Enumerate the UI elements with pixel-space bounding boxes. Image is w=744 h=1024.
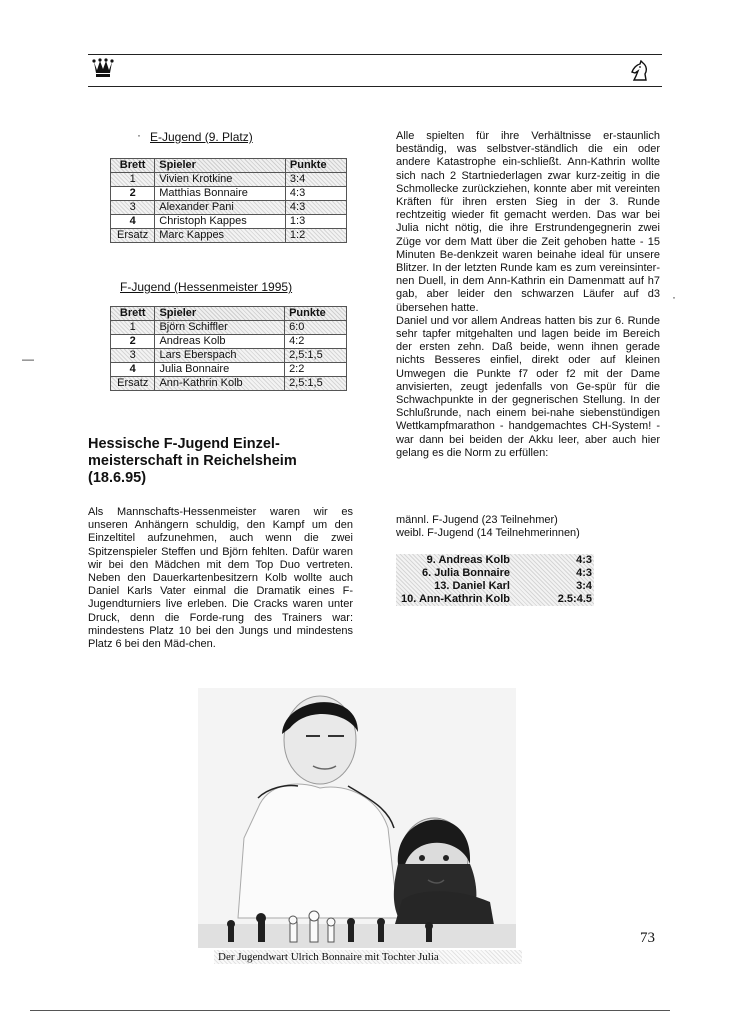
player-cell: Matthias Bonnaire [155, 187, 286, 201]
player-cell: Björn Schiffler [155, 321, 285, 335]
col-punkte: Punkte [285, 307, 347, 321]
footer-rule [30, 1010, 670, 1011]
score-cell: 2,5:1,5 [285, 349, 347, 363]
results-row [396, 580, 594, 593]
player-cell: Marc Kappes [155, 229, 286, 243]
result-player: 10. Ann-Kathrin Kolb [401, 593, 510, 605]
table-row [111, 229, 347, 243]
col-brett: Brett [111, 307, 155, 321]
table-row [111, 321, 347, 335]
photo-caption: Der Jugendwart Ulrich Bonnaire mit Tochter Julia [214, 950, 522, 964]
results-row [396, 593, 594, 606]
brett-cell: 1 [111, 173, 155, 187]
queen-icon [92, 58, 114, 78]
brett-cell: 1 [111, 321, 155, 335]
header-rule-bottom [88, 86, 662, 87]
result-player: 9. Andreas Kolb [426, 554, 510, 566]
table-row [111, 201, 347, 215]
table-header-row [111, 159, 347, 173]
player-cell: Christoph Kappes [155, 215, 286, 229]
article-right-column [396, 130, 660, 460]
page-number: 73 [640, 930, 655, 946]
photo-father-daughter [198, 688, 516, 948]
table-row [111, 215, 347, 229]
brett-cell: Ersatz [111, 229, 155, 243]
fields-info [396, 514, 660, 540]
e-jugend-table [110, 158, 347, 243]
result-score: 4:3 [576, 567, 592, 579]
fields-line: weibl. F-Jugend (14 Teilnehmerinnen) [396, 527, 580, 540]
brett-cell: 3 [111, 349, 155, 363]
score-cell: 6:0 [285, 321, 347, 335]
table-row [111, 363, 347, 377]
score-cell: 2:2 [285, 363, 347, 377]
brett-cell: 3 [111, 201, 155, 215]
player-cell: Alexander Pani [155, 201, 286, 215]
brett-cell: Ersatz [111, 377, 155, 391]
knight-icon [630, 60, 650, 82]
result-player: 13. Daniel Karl [434, 580, 510, 592]
article-paragraph: Alle spielten für ihre Verhältnisse er-staunlich beständig, was selbstver-ständlich die ein oder andere Katastrophe ein-schließt. Ann-Kathrin wollte sich nach 2 Startniederlagen zwar kurz-zeitig in die Schmollecke zurückziehen, konnte aber mit vereinten Kräften für ihren ersten Sieg in der 3. Runde rechtzeitig wieder fit gemacht werden. Das war bei Julia nicht nötig, die ihre Erstrundengegnerin zwei Züge vor dem Matt über die Zeit gehoben hatte - 15 Minuten Be-denkzeit waren beinahe ideal für unsere Blitzer. In der letzten Runde kam es zum vereinsinter-nen Duell, in dem Ann-Kathrin ein Damenmatt auf h7 gab, aber leider den schwarzen Läufer auf d3 übersehen hatte. [396, 130, 660, 314]
score-cell: 4:2 [285, 335, 347, 349]
results-row [396, 554, 594, 567]
fields-line: männl. F-Jugend (23 Teilnehmer) [396, 514, 558, 526]
brett-cell: 4 [111, 215, 155, 229]
score-cell: 1:2 [285, 229, 346, 243]
score-cell: 3:4 [285, 173, 346, 187]
f-jugend-title: F-Jugend (Hessenmeister 1995) [120, 280, 293, 294]
scan-dot: · [137, 128, 141, 142]
table-header-row [111, 307, 347, 321]
e-jugend-title: E-Jugend (9. Platz) [150, 130, 253, 144]
table-row [111, 377, 347, 391]
article-left-column [88, 506, 353, 651]
table-row [111, 349, 347, 363]
brett-cell: 2 [111, 187, 155, 201]
brett-cell: 4 [111, 363, 155, 377]
col-spieler: Spieler [155, 159, 286, 173]
scan-dot: · [672, 290, 676, 304]
score-cell: 4:3 [285, 187, 346, 201]
article-heading: Hessische F-Jugend Einzel-meisterschaft in Reichelsheim (18.6.95) [88, 436, 297, 486]
score-cell: 2,5:1,5 [285, 377, 347, 391]
table-row [111, 335, 347, 349]
brett-cell: 2 [111, 335, 155, 349]
player-cell: Vivien Krotkine [155, 173, 286, 187]
results-table [396, 554, 594, 606]
result-score: 4:3 [576, 554, 592, 566]
article-paragraph: Daniel und vor allem Andreas hatten bis zur 6. Runde sehr tapfer mitgehalten und lagen beide im Bereich der ersten zehn. Daß beide, wenn ihnen gerade nichts Besseres einfiel, direkt oder auf kleinen Umwegen die Punkte f7 oder f2 mit der Dame anvisierten, zeugt jedenfalls von Ge-spür für die Schwachpunkte in der gegnerischen Stellung. In der Schlußrunde, nach einem bei-nahe siebenstündigen Wettkampfmarathon - handgemachtes CH-System! - war dann bei beiden der Akku leer, aber auch hier gelang es die Norm zu erfüllen: [396, 314, 660, 459]
header-rule-top [88, 54, 662, 55]
article-paragraph: Als Mannschafts-Hessenmeister waren wir es unseren Anhängern schuldig, den Kampf um den Einzeltitel aufzunehmen, auch wenn die zwei Spitzenspieler Steffen und Björn fehlten. Dafür waren wir bei den Mädchen mit dem Top Duo vertreten. Neben den Dauerkartenbesitzern Kolb wollte auch Daniel Karls Vater einmal die Dramatik eines F-Jugendturniers live erleben. Die Cracks waren unter Druck, denn die Forde-rung des Trainers war: mindestens Platz 10 bei den Jungs und mindestens Platz 6 bei den Mäd-chen. [88, 506, 353, 651]
table-row [111, 187, 347, 201]
player-cell: Julia Bonnaire [155, 363, 285, 377]
result-score: 3:4 [576, 580, 592, 592]
player-cell: Andreas Kolb [155, 335, 285, 349]
col-spieler: Spieler [155, 307, 285, 321]
score-cell: 4:3 [285, 201, 346, 215]
results-row [396, 567, 594, 580]
result-score: 2.5:4.5 [557, 593, 592, 605]
scan-dash: — [22, 352, 34, 366]
f-jugend-table [110, 306, 347, 391]
score-cell: 1:3 [285, 215, 346, 229]
col-punkte: Punkte [285, 159, 346, 173]
table-row [111, 173, 347, 187]
result-player: 6. Julia Bonnaire [421, 567, 510, 579]
col-brett: Brett [111, 159, 155, 173]
player-cell: Lars Eberspach [155, 349, 285, 363]
player-cell: Ann-Kathrin Kolb [155, 377, 285, 391]
